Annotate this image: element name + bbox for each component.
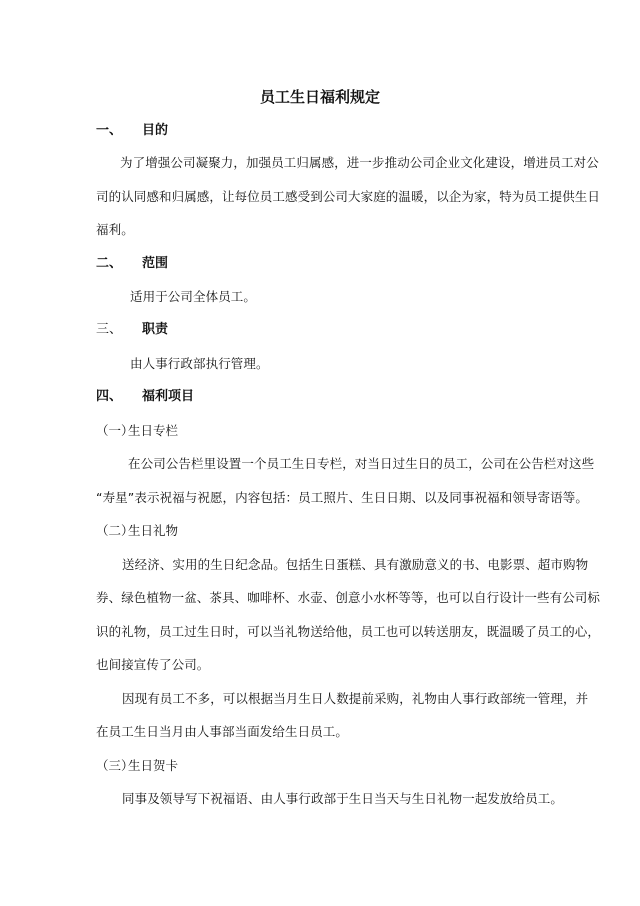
section-title: 范围 — [142, 256, 169, 271]
section-number: 一、 — [96, 123, 123, 138]
paragraph-line: 送经济、实用的生日纪念品。包括生日蛋糕、具有激励意义的书、电影票、超市购物 — [122, 557, 589, 572]
section-heading-purpose — [96, 123, 168, 139]
section-title: 职责 — [142, 322, 169, 337]
subsection-number: （一） — [96, 423, 134, 438]
subsection-heading-birthday-gift — [96, 523, 178, 539]
paragraph-line: 因现有员工不多，可以根据当月生日人数提前采购，礼物由人事行政部统一管理，并 — [122, 691, 589, 706]
subsection-number: （二） — [96, 523, 134, 538]
paragraph-line: 司的认同感和归属感，让每位员工感受到公司大家庭的温暖，以企为家，特为员工提供生日 — [96, 189, 601, 204]
subsection-number: （三） — [96, 758, 134, 773]
subsection-heading-birthday-column — [96, 423, 178, 439]
document-title: 员工生日福利规定 — [259, 88, 380, 106]
subsection-title: 生日贺卡 — [128, 758, 179, 773]
paragraph-line: 也间接宣传了公司。 — [96, 657, 210, 672]
section-number: 三、 — [96, 322, 123, 337]
section-number: 四、 — [96, 389, 123, 404]
section-title: 福利项目 — [142, 389, 195, 404]
section-heading-scope — [96, 256, 168, 272]
paragraph-line: 在员工生日当月由人事部当面发给生日员工。 — [96, 724, 349, 739]
paragraph-line: 券、绿色植物一盆、茶具、咖啡杯、水壶、创意小水杯等等，也可以自行设计一些有公司标 — [96, 590, 601, 605]
paragraph-line: “寿星”表示祝福与祝愿，内容包括：员工照片、生日日期、以及同事祝福和领导寄语等。 — [96, 490, 588, 505]
section-number: 二、 — [96, 256, 123, 271]
section-heading-responsibility — [96, 322, 168, 338]
section-heading-benefits — [96, 389, 194, 405]
paragraph-line: 福利。 — [96, 222, 134, 237]
paragraph-line: 为了增强公司凝聚力，加强员工归属感，进一步推动公司企业文化建设，增进员工对公 — [120, 155, 599, 170]
paragraph-line: 识的礼物，员工过生日时，可以当礼物送给他，员工也可以转送朋友，既温暖了员工的心， — [96, 624, 601, 639]
subsection-heading-birthday-card — [96, 758, 178, 774]
section-title: 目的 — [142, 123, 169, 138]
subsection-title: 生日专栏 — [128, 423, 179, 438]
paragraph-line: 同事及领导写下祝福语、由人事行政部于生日当天与生日礼物一起发放给员工。 — [122, 791, 564, 806]
subsection-title: 生日礼物 — [128, 523, 179, 538]
paragraph-line: 由人事行政部执行管理。 — [130, 356, 269, 371]
paragraph-line: 在公司公告栏里设置一个员工生日专栏，对当日过生日的员工，公司在公告栏对这些 — [128, 456, 595, 471]
paragraph-line: 适用于公司全体员工。 — [130, 289, 257, 304]
